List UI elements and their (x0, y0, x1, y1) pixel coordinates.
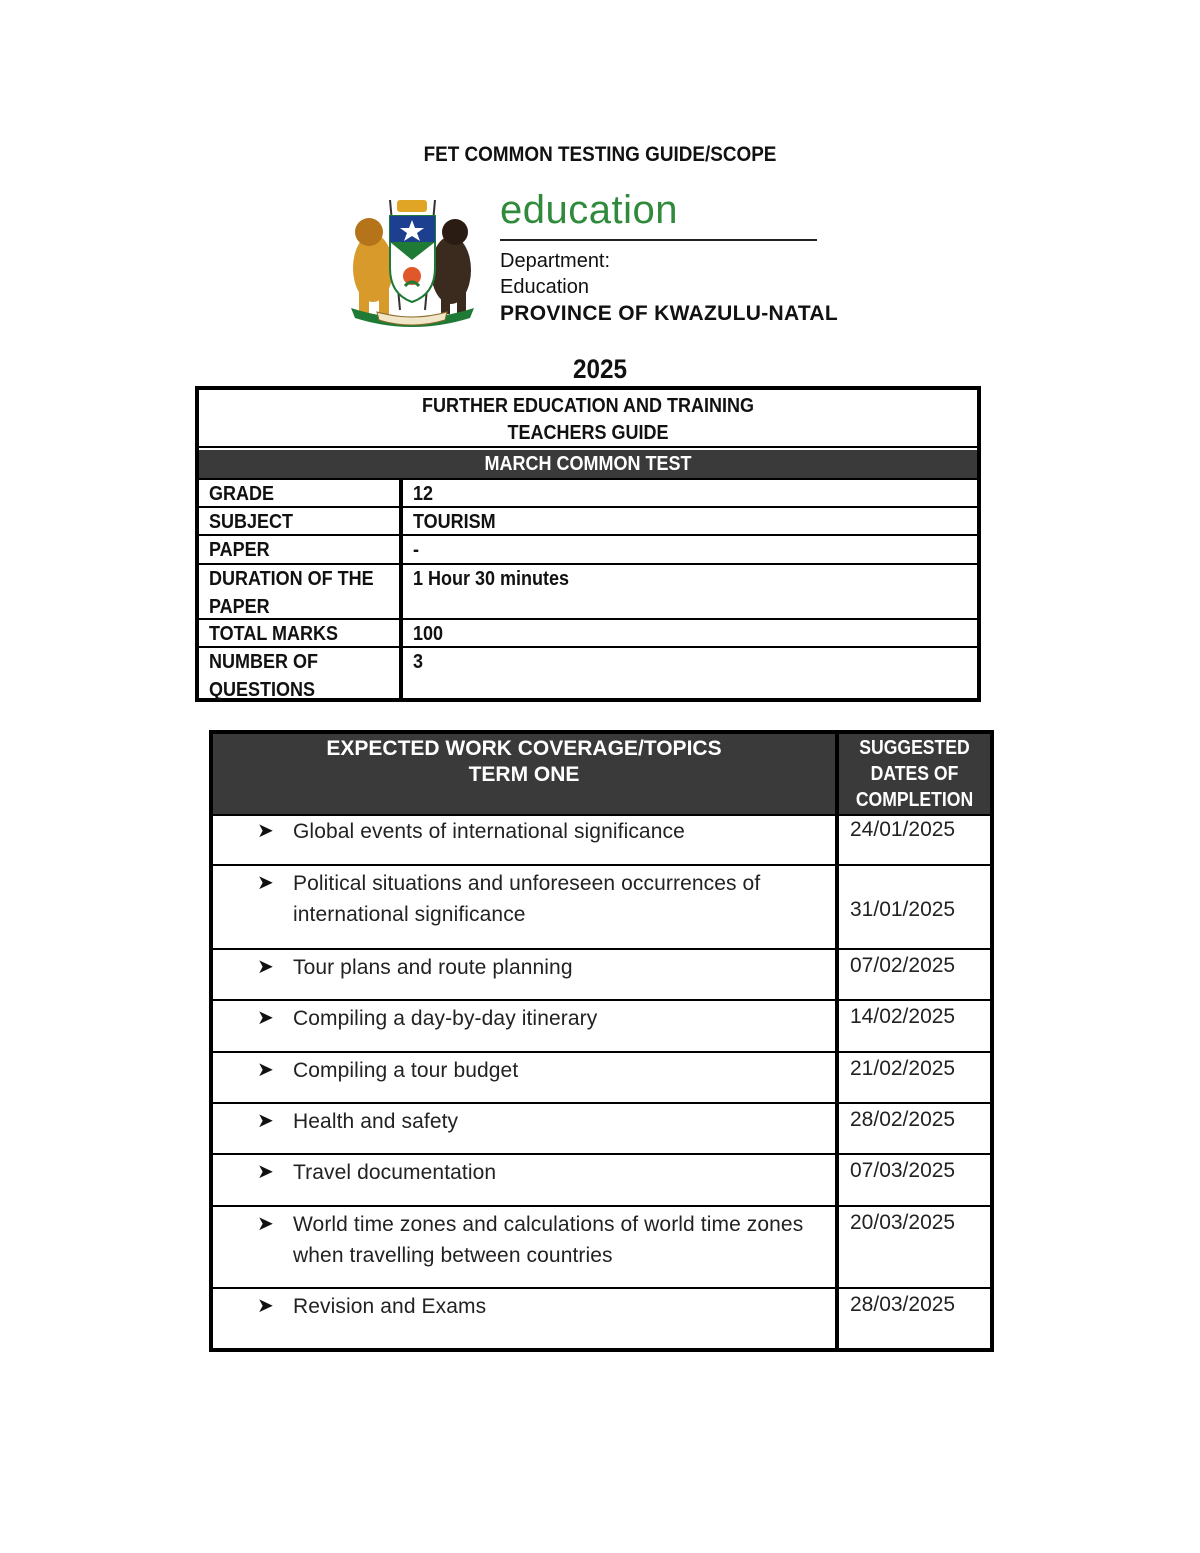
arrowhead-bullet-icon: ➤ (257, 820, 274, 842)
topic-row (213, 1001, 990, 1053)
info-value: 3 (413, 651, 424, 673)
topic-row (213, 1155, 990, 1207)
test-info-table (195, 386, 981, 702)
info-value: 100 (413, 623, 444, 645)
column-divider (835, 734, 839, 1348)
dates-header-line-3: COMPLETION (855, 789, 974, 811)
topic-text: Global events of international significance (293, 820, 685, 843)
dates-header-line-1: SUGGESTED (859, 737, 970, 759)
test-name-band (199, 450, 977, 480)
topics-column-header (213, 734, 835, 814)
test-name: MARCH COMMON TEST (484, 453, 692, 475)
heading-line-2: TEACHERS GUIDE (507, 422, 669, 444)
info-key: PAPER (199, 536, 403, 563)
department-name: Education (500, 276, 589, 298)
completion-date: 31/01/2025 (850, 898, 956, 921)
arrowhead-bullet-icon: ➤ (257, 1059, 274, 1081)
info-value: TOURISM (413, 511, 496, 533)
completion-date: 21/02/2025 (850, 1057, 956, 1080)
info-row-paper (199, 536, 977, 565)
topic-row (213, 950, 990, 1001)
info-key: GRADE (199, 480, 403, 506)
topics-header-line-1: EXPECTED WORK COVERAGE/TOPICS (326, 737, 722, 760)
work-coverage-header (213, 734, 990, 816)
info-row-number-of-questions (199, 648, 977, 701)
logo-divider (500, 239, 817, 241)
info-table-heading (199, 390, 977, 448)
arrowhead-bullet-icon: ➤ (257, 956, 274, 978)
topic-row (213, 866, 990, 950)
topic-row (213, 1207, 990, 1289)
kzn-coat-of-arms-icon (345, 190, 480, 330)
info-row-total-marks (199, 620, 977, 648)
info-key: SUBJECT (199, 508, 403, 534)
topic-text: World time zones and calculations of world time zones when travelling between countries (293, 1213, 804, 1267)
topic-text: Tour plans and route planning (293, 956, 573, 979)
topic-text: Revision and Exams (293, 1295, 487, 1318)
document-year: 2025 (572, 354, 628, 384)
department-label: Department: (500, 250, 611, 272)
completion-date: 07/02/2025 (850, 954, 956, 977)
info-value: 12 (413, 483, 434, 505)
completion-date: 28/03/2025 (850, 1293, 956, 1316)
topic-row (213, 1104, 990, 1155)
topic-row (213, 1053, 990, 1104)
topics-header-line-2: TERM ONE (468, 763, 580, 786)
info-value: - (413, 539, 420, 561)
arrowhead-bullet-icon: ➤ (257, 1007, 274, 1029)
topic-row (213, 1289, 990, 1348)
info-key: DURATION OF THE PAPER (199, 565, 403, 618)
province-name: PROVINCE OF KWAZULU-NATAL (500, 302, 839, 325)
arrowhead-bullet-icon: ➤ (257, 1213, 274, 1235)
arrowhead-bullet-icon: ➤ (257, 872, 274, 894)
dates-column-header (839, 734, 990, 814)
info-key: NUMBER OF QUESTIONS (199, 648, 403, 698)
dates-header-line-2: DATES OF (870, 763, 959, 785)
heading-line-1: FURTHER EDUCATION AND TRAINING (422, 395, 754, 417)
topic-row (213, 814, 990, 866)
education-wordmark: education (500, 188, 678, 232)
info-row-grade (199, 480, 977, 508)
info-row-duration (199, 565, 977, 620)
completion-date: 20/03/2025 (850, 1211, 956, 1234)
completion-date: 24/01/2025 (850, 818, 956, 841)
arrowhead-bullet-icon: ➤ (257, 1161, 274, 1183)
topic-text: Compiling a day-by-day itinerary (293, 1007, 598, 1030)
completion-date: 07/03/2025 (850, 1159, 956, 1182)
info-value: 1 Hour 30 minutes (413, 568, 570, 590)
topic-text: Travel documentation (293, 1161, 497, 1184)
completion-date: 14/02/2025 (850, 1005, 956, 1028)
completion-date: 28/02/2025 (850, 1108, 956, 1131)
topic-text: Health and safety (293, 1110, 459, 1133)
work-coverage-table (209, 730, 994, 1352)
topic-text: Political situations and unforeseen occurrences of international significance (293, 872, 761, 926)
topic-text: Compiling a tour budget (293, 1059, 519, 1082)
arrowhead-bullet-icon: ➤ (257, 1110, 274, 1132)
info-key: TOTAL MARKS (199, 620, 403, 646)
info-row-subject (199, 508, 977, 536)
arrowhead-bullet-icon: ➤ (257, 1295, 274, 1317)
document-title: FET COMMON TESTING GUIDE/SCOPE (423, 143, 777, 166)
